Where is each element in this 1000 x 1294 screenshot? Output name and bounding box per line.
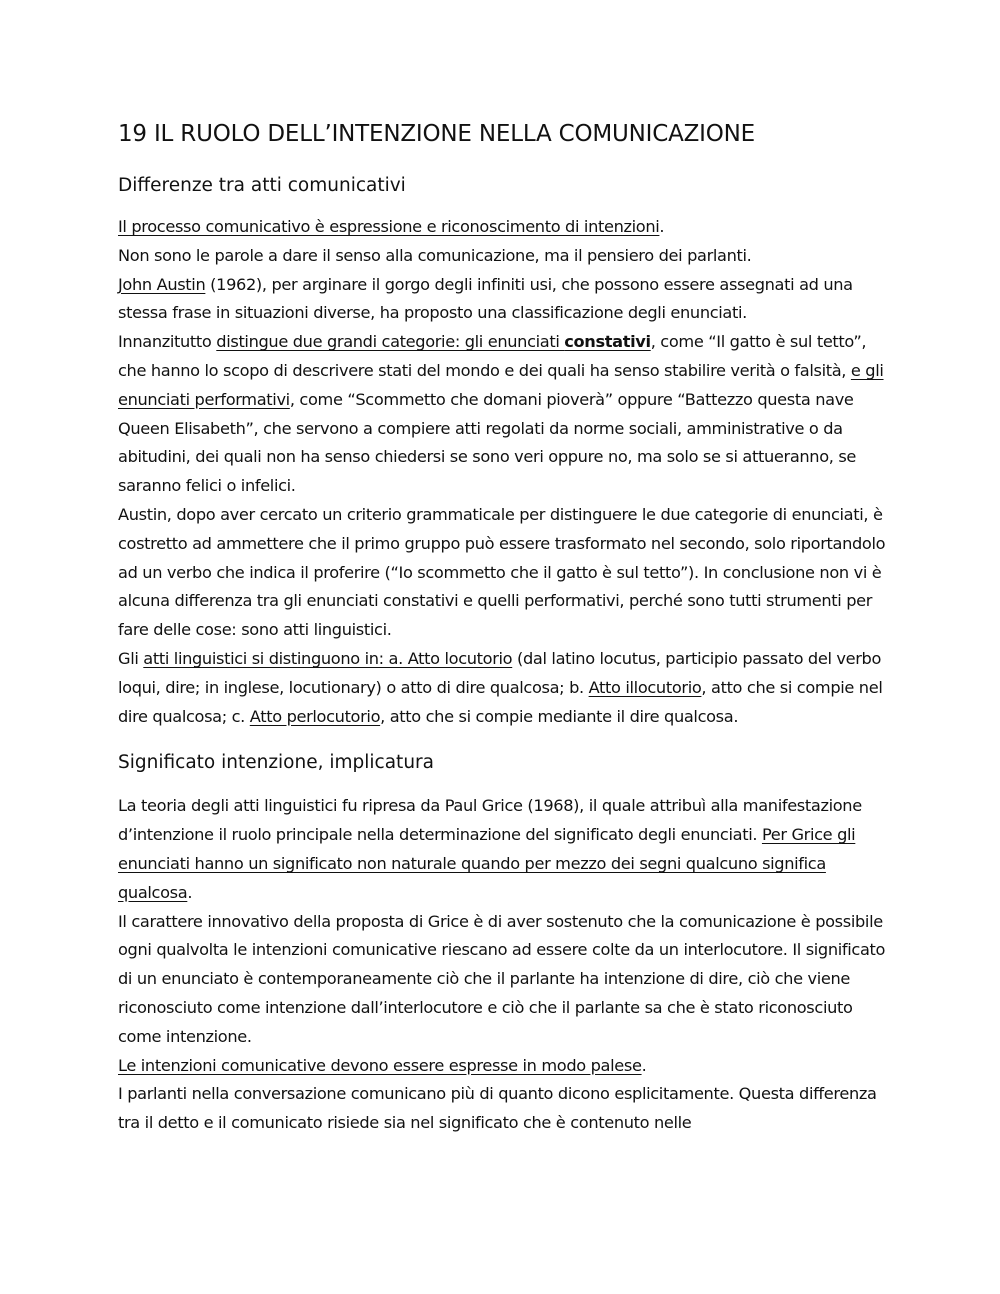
underlined-text-run: Per Grice gli enunciati hanno un significato non naturale quando per mezzo dei segni qualcuno significa qualcosa: [118, 825, 856, 902]
text-run: .: [641, 1055, 647, 1075]
underlined-text-run: John Austin: [118, 274, 206, 294]
section-paragraph-differenze: [118, 213, 888, 731]
text-run: La teoria degli atti linguistici fu ripresa da Paul Grice (1968), il quale attribuì alla manifestazione d’intenzione il ruolo principale nella determinazione del significato degli enunciati.: [118, 796, 862, 845]
text-run: (dal latino locutus, participio passato del verbo loqui, dire; in inglese, locutionary) o atto di dire qualcosa; b.: [118, 648, 882, 697]
underlined-text-run: atti linguistici si distinguono in: a. Atto locutorio: [143, 648, 513, 668]
text-run: .: [659, 217, 665, 236]
document-title: 19 IL RUOLO DELL’INTENZIONE NELLA COMUNICAZIONE: [118, 121, 756, 147]
underlined-text-run: constativi: [564, 332, 651, 352]
text-run: Innanzitutto: [118, 332, 217, 352]
underlined-text-run: Il processo comunicativo è espressione e riconoscimento di intenzioni: [118, 217, 660, 236]
text-run: Non sono le parole a dare il senso alla comunicazione, ma il pensiero dei parlanti.: [118, 245, 752, 265]
text-run: .: [187, 882, 193, 902]
section-heading-differenze: Differenze tra atti comunicativi: [118, 175, 406, 196]
underlined-text-run: e gli enunciati performativi: [118, 360, 884, 409]
section-paragraph-significato: [118, 792, 888, 1138]
text-run: , come “Scommetto che domani pioverà” oppure “Battezzo questa nave Queen Elisabeth”, che servono a compiere atti regolati da norme sociali, amministrative o da abitudini, dei quali non ha senso chiedersi se sono veri oppure no, ma solo se si attueranno, se saranno felici o infelici.: [118, 389, 857, 496]
text-run: (1962), per arginare il gorgo degli infiniti usi, che possono essere assegnati ad una stessa frase in situazioni diverse, ha proposto una classificazione degli enunciati.: [118, 274, 853, 323]
underlined-text-run: Le intenzioni comunicative devono essere espresse in modo palese: [118, 1055, 642, 1075]
document-body: [118, 118, 888, 1138]
text-run: Gli: [118, 648, 144, 668]
text-run: Austin, dopo aver cercato un criterio grammaticale per distinguere le due categorie di enunciati, è costretto ad ammettere che il primo gruppo può essere trasformato nel secondo, solo riportandolo ad un verbo che indica il proferire (“Io scommetto che il gatto è sul tetto”). In conclusione non vi è alcuna differenza tra gli enunciati constativi e quelli performativi, perché sono tutti strumenti per fare delle cose: sono atti linguistici.: [118, 504, 886, 640]
underlined-text-run: Atto illocutorio: [588, 677, 702, 697]
section-heading-significato: Significato intenzione, implicatura: [118, 752, 434, 774]
text-run: I parlanti nella conversazione comunicano più di quanto dicono esplicitamente. Questa differenza tra il detto e il comunicato risiede sia nel significato che è contenuto nelle: [118, 1084, 877, 1133]
underlined-text-run: distingue due grandi categorie: gli enunciati: [216, 332, 565, 352]
text-run: , come “Il gatto è sul tetto”, che hanno lo scopo di descrivere stati del mondo e dei quali ha senso stabilire verità o falsità,: [118, 332, 867, 380]
text-run: Il carattere innovativo della proposta di Grice è di aver sostenuto che la comunicazione è possibile ogni qualvolta le intenzioni comunicative riescano ad essere colte da un interlocutore. Il significato di un enunciato è contemporaneamente ciò che il parlante ha intenzione di dire, ciò che viene riconosciuto come intenzione dall’interlocutore e ciò che il parlante sa che è stato riconosciuto come intenzione.: [118, 911, 886, 1046]
text-run: , atto che si compie mediante il dire qualcosa.: [380, 706, 739, 726]
underlined-text-run: Atto perlocutorio: [249, 706, 381, 726]
text-run: , atto che si compie nel dire qualcosa; c.: [118, 677, 883, 726]
